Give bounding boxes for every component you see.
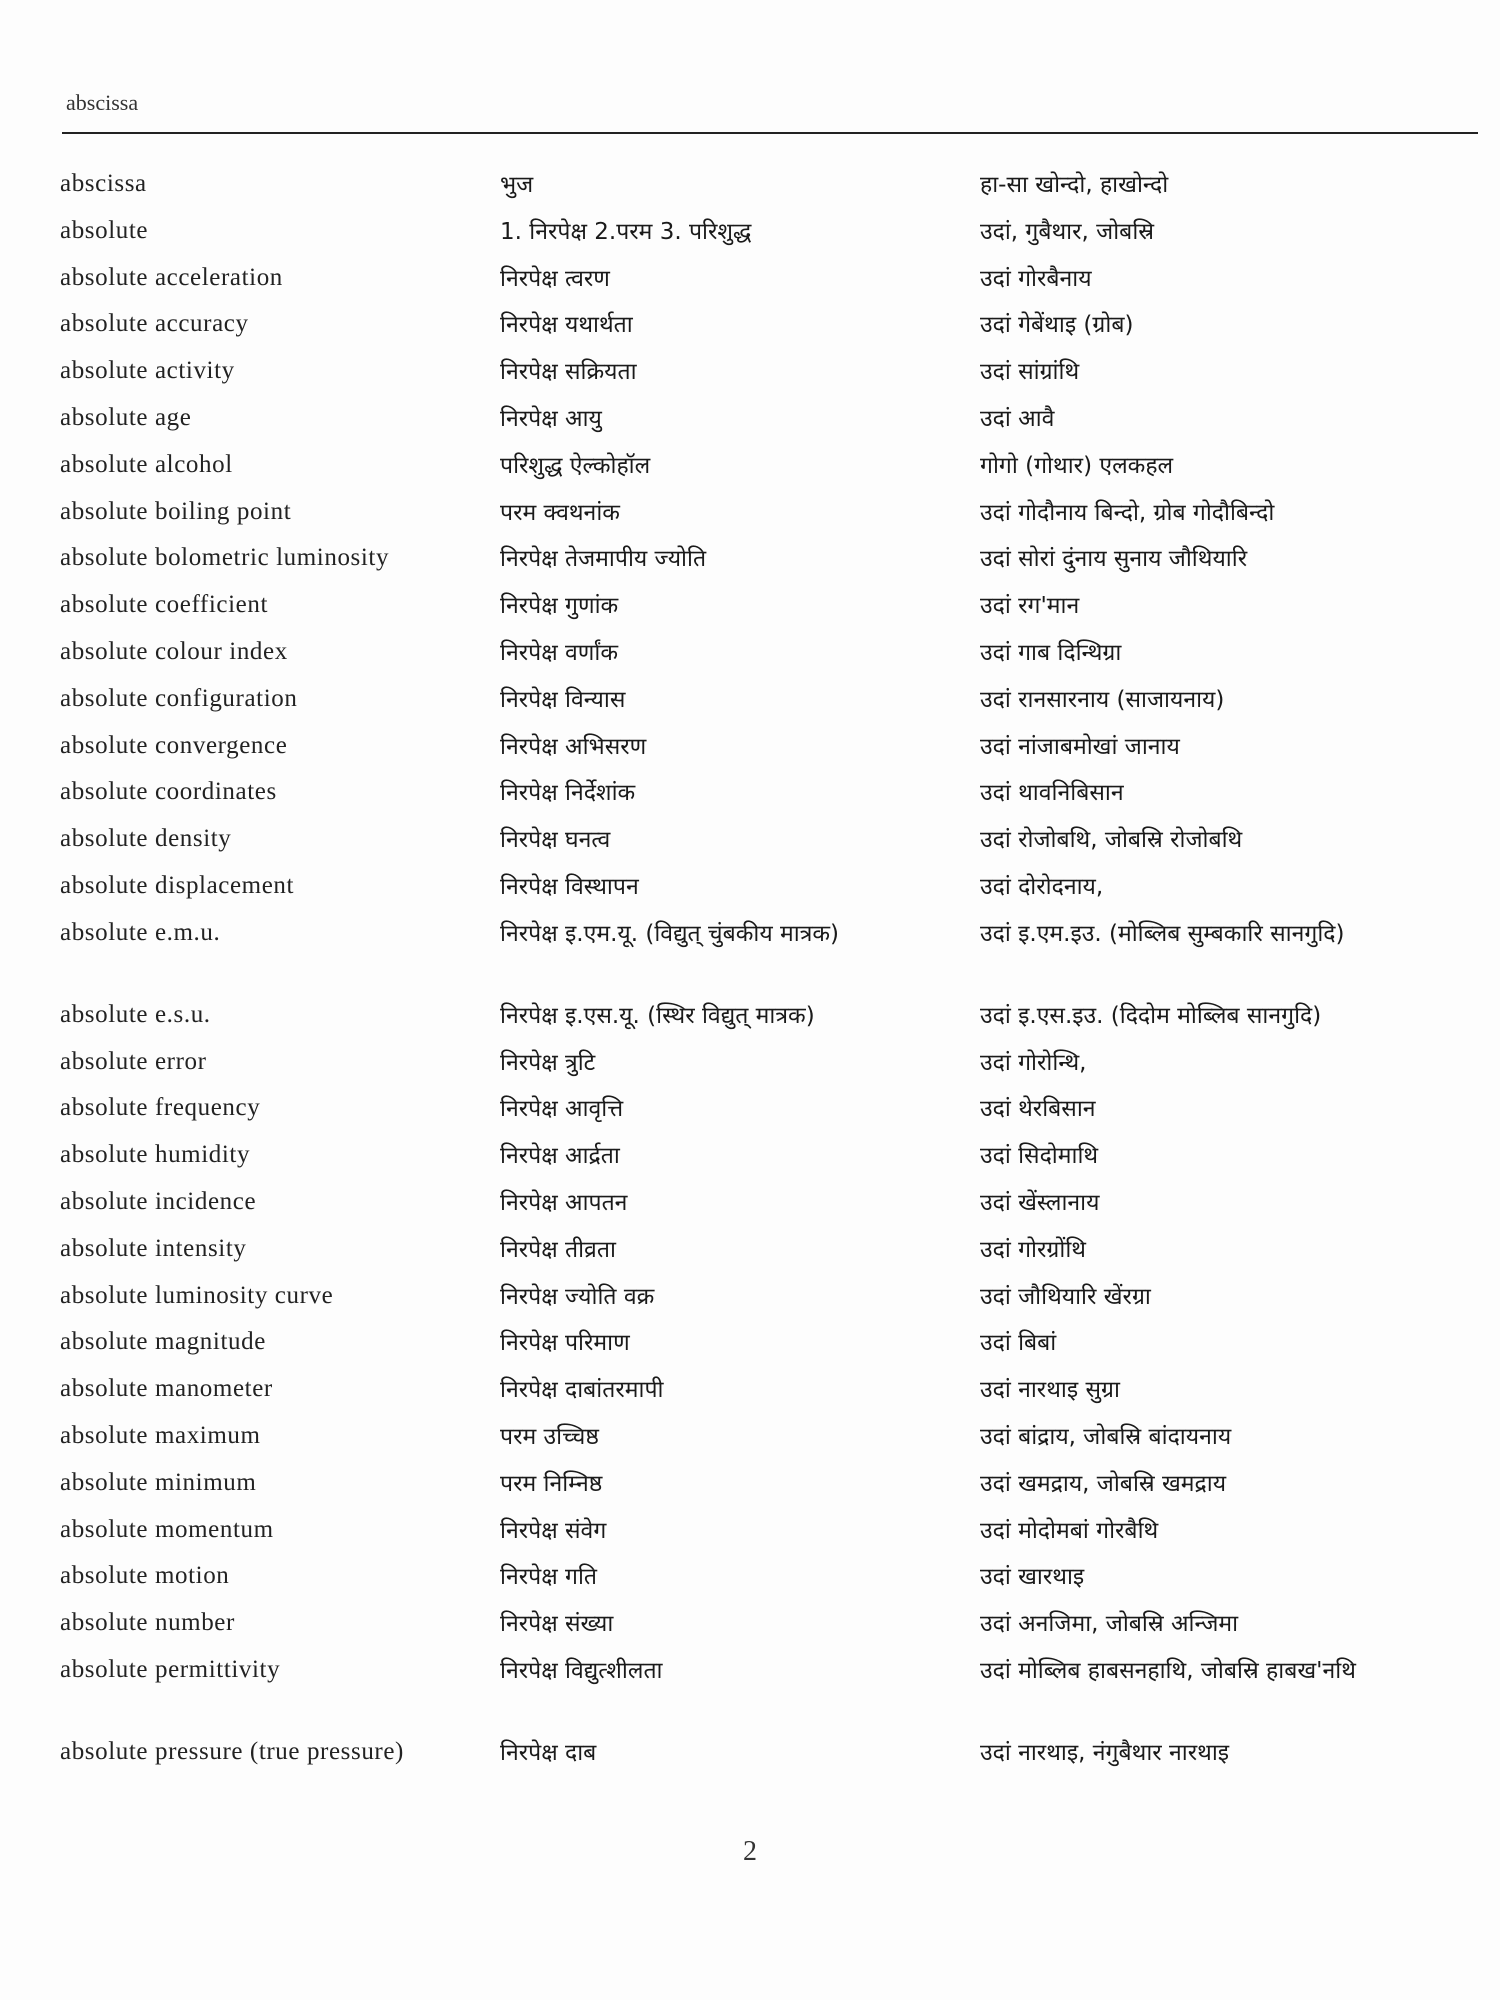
- glossary-entry: [0, 868, 1500, 915]
- english-term: absolute permittivity: [60, 1655, 281, 1683]
- english-term: abscissa: [60, 170, 147, 197]
- hindi-equivalent: निरपेक्ष विस्थापन: [500, 873, 639, 900]
- glossary-entry: [0, 213, 1500, 260]
- glossary-entry: [0, 1231, 1500, 1278]
- hindi-equivalent: निरपेक्ष दाबांतरमापी: [500, 1377, 664, 1404]
- glossary-entry: [0, 1090, 1500, 1137]
- bodo-equivalent: उदां सांग्रांथि: [980, 359, 1080, 386]
- bodo-equivalent: उदां खेंस्लानाय: [980, 1189, 1100, 1216]
- hindi-equivalent: निरपेक्ष आवृत्ति: [500, 1096, 624, 1123]
- english-term: absolute accuracy: [60, 310, 249, 338]
- glossary-entry: [0, 1324, 1500, 1371]
- hindi-equivalent: निरपेक्ष वर्णांक: [500, 639, 619, 666]
- bodo-equivalent: उदां गेबेंथाइ (ग्रोब): [980, 312, 1134, 339]
- bodo-equivalent: उदां गोदौनाय बिन्दो, ग्रोब गोदौबिन्दो: [980, 499, 1275, 526]
- hindi-equivalent: निरपेक्ष दाब: [500, 1739, 597, 1766]
- glossary-entries: [0, 166, 1500, 1781]
- hindi-equivalent: निरपेक्ष विन्यास: [500, 686, 626, 713]
- bodo-equivalent: उदां गोरोन्थि,: [980, 1049, 1087, 1076]
- bodo-equivalent: उदां गोरबैनाय: [980, 265, 1092, 292]
- english-term: absolute humidity: [60, 1141, 251, 1169]
- hindi-equivalent: निरपेक्ष सक्रियता: [500, 359, 637, 386]
- bodo-equivalent: उदां रोजोबथि, जोबस्रि रोजोबथि: [980, 827, 1243, 854]
- glossary-entry: [0, 1044, 1500, 1091]
- glossary-entry: [0, 540, 1500, 587]
- header-rule: [62, 132, 1478, 134]
- bodo-equivalent: गोगो (गोथार) एलकहल: [980, 452, 1174, 479]
- hindi-equivalent: 1. निरपेक्ष 2.परम 3. परिशुद्ध: [500, 218, 752, 245]
- bodo-equivalent: उदां खारथाइ: [980, 1564, 1085, 1591]
- bodo-equivalent: उदां गोरग्रोंथि: [980, 1236, 1086, 1263]
- hindi-equivalent: भुज: [500, 172, 534, 198]
- running-head: abscissa: [66, 90, 139, 115]
- bodo-equivalent: उदां नांजाबमोखां जानाय: [980, 733, 1180, 760]
- bodo-equivalent: उदां नारथाइ सुग्रा: [980, 1377, 1120, 1404]
- english-term: absolute luminosity curve: [60, 1281, 334, 1309]
- hindi-equivalent: निरपेक्ष तेजमापीय ज्योति: [500, 546, 707, 573]
- glossary-entry: [0, 997, 1500, 1044]
- hindi-equivalent: निरपेक्ष आयु: [500, 405, 602, 432]
- glossary-entry: [0, 1137, 1500, 1184]
- english-term: absolute convergence: [60, 731, 288, 759]
- glossary-entry: [0, 166, 1500, 213]
- bodo-equivalent: उदां नारथाइ, नंगुबैथार नारथाइ: [980, 1739, 1230, 1766]
- bodo-equivalent: उदां मोदोमबां गोरबैथि: [980, 1517, 1159, 1544]
- bodo-equivalent: उदां सोरां दुंनाय सुनाय जौथियारि: [980, 546, 1248, 573]
- hindi-equivalent: निरपेक्ष घनत्व: [500, 827, 611, 854]
- english-term: absolute frequency: [60, 1094, 261, 1122]
- bodo-equivalent: उदां जौथियारि खेंरग्रा: [980, 1283, 1151, 1310]
- english-term: absolute magnitude: [60, 1328, 266, 1356]
- english-term: absolute density: [60, 825, 232, 853]
- glossary-entry: [0, 447, 1500, 494]
- glossary-entry: [0, 1184, 1500, 1231]
- english-term: absolute age: [60, 403, 192, 431]
- hindi-equivalent: निरपेक्ष त्रुटि: [500, 1049, 596, 1076]
- hindi-equivalent: परिशुद्ध ऐल्कोहॉल: [500, 452, 651, 479]
- glossary-entry: [0, 1371, 1500, 1418]
- bodo-equivalent: उदां अनजिमा, जोबस्रि अन्जिमा: [980, 1611, 1239, 1638]
- glossary-entry: [0, 728, 1500, 775]
- hindi-equivalent: निरपेक्ष इ.एम.यू. (विद्युत् चुंबकीय मात्रक): [500, 920, 840, 947]
- glossary-entry: [0, 494, 1500, 541]
- glossary-entry: [0, 1465, 1500, 1512]
- glossary-entry: [0, 1418, 1500, 1465]
- hindi-equivalent: निरपेक्ष संख्या: [500, 1611, 614, 1638]
- english-term: absolute incidence: [60, 1187, 257, 1215]
- glossary-entry: [0, 353, 1500, 400]
- bodo-equivalent: उदां मोब्लिब हाबसनहाथि, जोबस्रि हाबख'नथि: [980, 1657, 1356, 1684]
- english-term: absolute momentum: [60, 1515, 274, 1543]
- hindi-equivalent: निरपेक्ष ज्योति वक्र: [500, 1283, 655, 1310]
- english-term: absolute bolometric luminosity: [60, 544, 390, 572]
- glossary-entry: [0, 306, 1500, 353]
- hindi-equivalent: निरपेक्ष आर्द्रता: [500, 1143, 620, 1170]
- english-term: absolute boiling point: [60, 497, 292, 525]
- bodo-equivalent: उदां खमद्राय, जोबस्रि खमद्राय: [980, 1470, 1227, 1497]
- english-term: absolute manometer: [60, 1375, 273, 1403]
- english-term: absolute e.s.u.: [60, 1000, 211, 1028]
- hindi-equivalent: परम उच्चिष्ठ: [500, 1423, 599, 1450]
- hindi-equivalent: परम क्वथनांक: [500, 499, 620, 526]
- english-term: absolute displacement: [60, 871, 295, 899]
- english-term: absolute colour index: [60, 637, 288, 665]
- english-term: absolute activity: [60, 357, 235, 385]
- english-term: absolute pressure (true pressure): [60, 1737, 404, 1765]
- bodo-equivalent: उदां थेरबिसान: [980, 1096, 1096, 1123]
- bodo-equivalent: उदां दोरोदनाय,: [980, 873, 1104, 900]
- hindi-equivalent: निरपेक्ष विद्युत्शीलता: [500, 1657, 663, 1684]
- glossary-entry: [0, 1558, 1500, 1605]
- english-term: absolute coordinates: [60, 778, 277, 806]
- bodo-equivalent: उदां गाब दिन्थिग्रा: [980, 639, 1122, 666]
- page-number: 2: [743, 1836, 757, 1867]
- hindi-equivalent: निरपेक्ष इ.एस.यू. (स्थिर विद्युत् मात्रक): [500, 1002, 815, 1029]
- glossary-entry: [0, 1512, 1500, 1559]
- glossary-entry: [0, 915, 1500, 997]
- bodo-equivalent: उदां, गुबैथार, जोबस्रि: [980, 218, 1155, 245]
- hindi-equivalent: निरपेक्ष अभिसरण: [500, 733, 647, 760]
- hindi-equivalent: निरपेक्ष त्वरण: [500, 265, 610, 292]
- english-term: absolute minimum: [60, 1468, 257, 1496]
- hindi-equivalent: निरपेक्ष निर्देशांक: [500, 780, 636, 807]
- hindi-equivalent: निरपेक्ष तीव्रता: [500, 1236, 616, 1263]
- glossary-entry: [0, 587, 1500, 634]
- glossary-entry: [0, 1605, 1500, 1652]
- hindi-equivalent: परम निम्निष्ठ: [500, 1470, 603, 1497]
- hindi-equivalent: निरपेक्ष गुणांक: [500, 593, 619, 620]
- hindi-equivalent: निरपेक्ष संवेग: [500, 1517, 607, 1544]
- english-term: absolute motion: [60, 1562, 230, 1590]
- bodo-equivalent: उदां थावनिबिसान: [980, 780, 1124, 807]
- bodo-equivalent: उदां रग'मान: [980, 593, 1080, 620]
- bodo-equivalent: उदां इ.एस.इउ. (दिदोम मोब्लिब सानगुदि): [980, 1002, 1322, 1029]
- bodo-equivalent: उदां बिबां: [980, 1330, 1057, 1357]
- english-term: absolute coefficient: [60, 591, 268, 619]
- bodo-equivalent: हा-सा खोन्दो, हाखोन्दो: [980, 172, 1169, 198]
- english-term: absolute error: [60, 1047, 207, 1075]
- hindi-equivalent: निरपेक्ष परिमाण: [500, 1330, 630, 1357]
- bodo-equivalent: उदां आवै: [980, 405, 1055, 432]
- hindi-equivalent: निरपेक्ष गति: [500, 1564, 598, 1591]
- hindi-equivalent: निरपेक्ष आपतन: [500, 1189, 628, 1216]
- bodo-equivalent: उदां इ.एम.इउ. (मोब्लिब सुम्बकारि सानगुदि): [980, 920, 1345, 947]
- english-term: absolute number: [60, 1609, 235, 1637]
- bodo-equivalent: उदां रानसारनाय (साजायनाय): [980, 686, 1225, 713]
- english-term: absolute e.m.u.: [60, 918, 221, 946]
- english-term: absolute intensity: [60, 1234, 247, 1262]
- glossary-entry: [0, 260, 1500, 307]
- english-term: absolute configuration: [60, 684, 298, 712]
- glossary-entry: [0, 400, 1500, 447]
- glossary-entry: [0, 1734, 1500, 1781]
- glossary-entry: [0, 681, 1500, 728]
- glossary-entry: [0, 1278, 1500, 1325]
- english-term: absolute acceleration: [60, 263, 283, 291]
- english-term: absolute alcohol: [60, 450, 233, 478]
- hindi-equivalent: निरपेक्ष यथार्थता: [500, 312, 633, 339]
- bodo-equivalent: उदां सिदोमाथि: [980, 1143, 1099, 1170]
- bodo-equivalent: उदां बांद्राय, जोबस्रि बांदायनाय: [980, 1423, 1232, 1450]
- glossary-entry: [0, 1652, 1500, 1734]
- english-term: absolute: [60, 216, 149, 244]
- glossary-entry: [0, 821, 1500, 868]
- english-term: absolute maximum: [60, 1421, 261, 1449]
- glossary-entry: [0, 774, 1500, 821]
- glossary-entry: [0, 634, 1500, 681]
